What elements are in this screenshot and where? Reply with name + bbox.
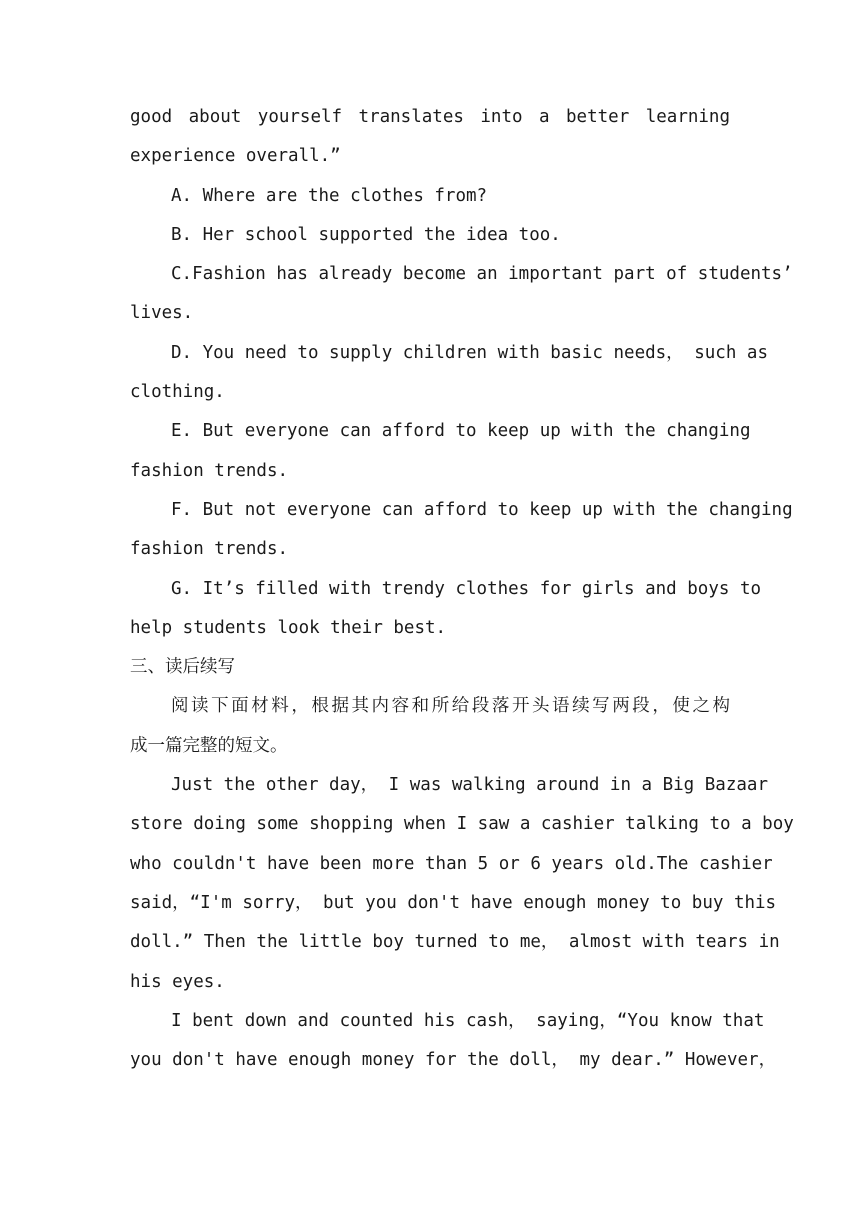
passage-line: his eyes. xyxy=(130,971,225,992)
option-f: F. But not everyone can afford to keep up with the changing xyxy=(171,499,793,520)
passage-line: Just the other day， I was walking around in a Big Bazaar xyxy=(171,775,768,796)
instruction-text: 成一篇完整的短文。 xyxy=(130,735,288,756)
passage-line: store doing some shopping when I saw a cashier talking to a boy xyxy=(130,814,794,835)
passage-line: said，“I'm sorry， but you don't have enough money to buy this xyxy=(130,892,777,913)
section-heading: 三、读后续写 xyxy=(130,657,235,678)
passage-line: who couldn't have been more than 5 or 6 years old.The cashier xyxy=(130,853,773,874)
option-g: G. It’s filled with trendy clothes for girls and boys to xyxy=(171,578,762,599)
option-d: D. You need to supply children with basic needs， such as xyxy=(171,342,768,363)
text-line: fashion trends. xyxy=(130,539,289,560)
passage-line: you don't have enough money for the doll， my dear.” However， xyxy=(130,1050,777,1071)
passage-line: doll.” Then the little boy turned to me， almost with tears in xyxy=(130,932,780,953)
option-a: A. Where are the clothes from? xyxy=(171,185,488,206)
document-body xyxy=(130,98,794,1080)
option-c: C.Fashion has already become an important part of students’ xyxy=(171,264,793,285)
text-line: clothing. xyxy=(130,382,225,403)
text-line: help students look their best. xyxy=(130,617,447,638)
text-line: good about yourself translates into a better learning xyxy=(130,107,730,127)
text-line: fashion trends. xyxy=(130,460,289,481)
passage-line: I bent down and counted his cash， saying，“You know that xyxy=(171,1010,765,1031)
instruction-text: 阅读下面材料，根据其内容和所给段落开头语续写两段，使之构 xyxy=(171,696,730,717)
text-line: experience overall.” xyxy=(130,146,341,167)
option-e: E. But everyone can afford to keep up with the changing xyxy=(171,421,751,442)
text-line: lives. xyxy=(130,303,194,324)
option-b: B. Her school supported the idea too. xyxy=(171,224,561,245)
